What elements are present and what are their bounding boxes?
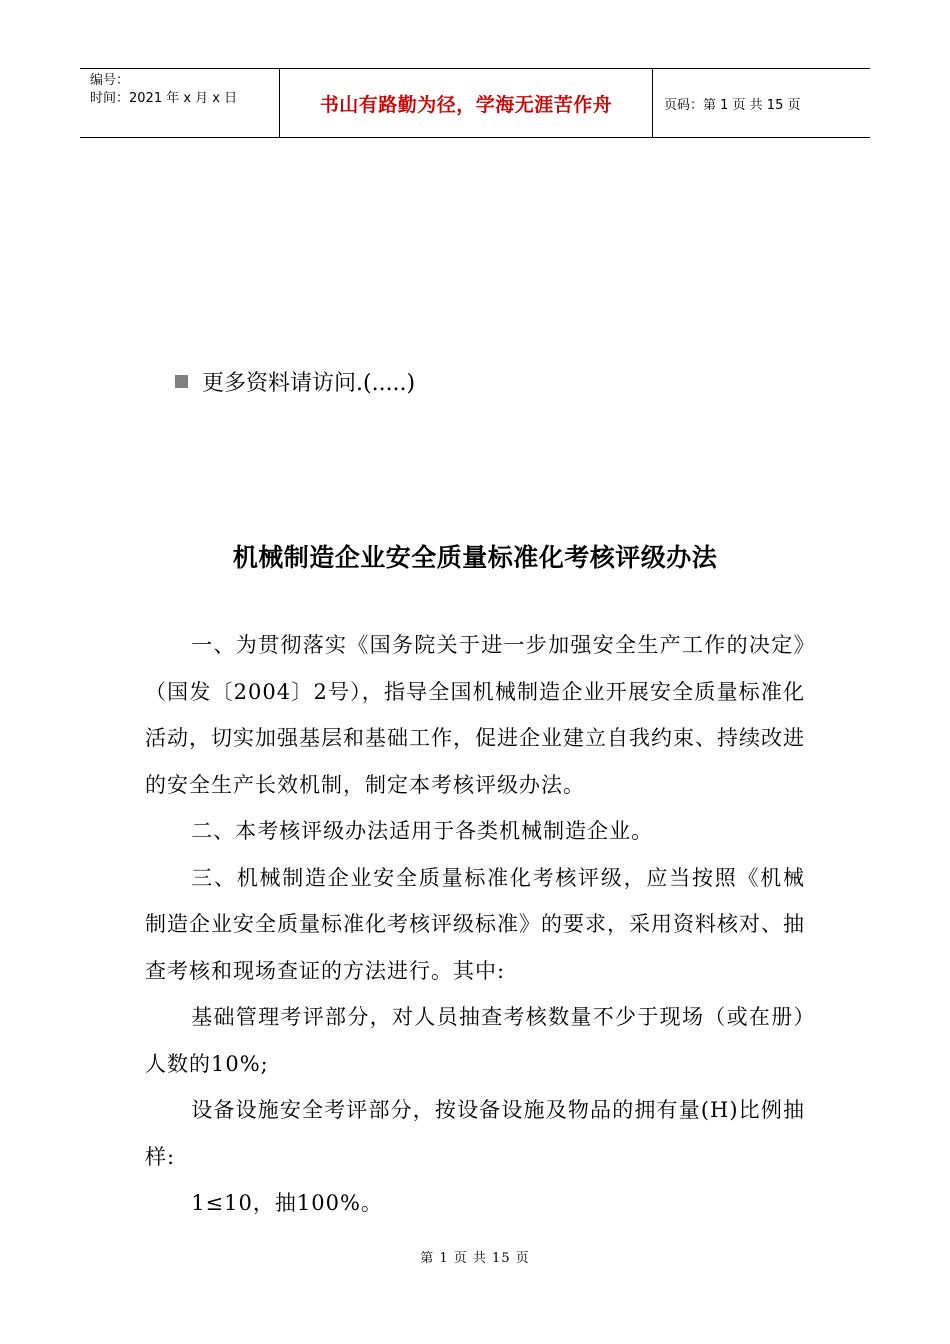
paragraph-4: 基础管理考评部分，对人员抽查考核数量不少于现场（或在册）人数的10%; (145, 1005, 805, 1076)
notice-text: 更多资料请访问.(.....) (202, 371, 416, 396)
page-footer: 第 1 页 共 15 页 (420, 1251, 530, 1266)
paragraph-3: 三、机械制造企业安全质量标准化考核评级，应当按照《机械制造企业安全质量标准化考核评级标准》的要求，采用资料核对、抽查考核和现场查证的方法进行。其中: (145, 865, 805, 983)
header-page-info: 页码：第 1 页 共 15 页 (664, 97, 801, 113)
document-date-label: 时间：2021 年 x 月 x 日 (90, 91, 238, 106)
header-motto-cell (280, 69, 653, 137)
document-title: 机械制造企业安全质量标准化考核评级办法 (232, 543, 718, 572)
header-page-cell (653, 69, 870, 137)
paragraph-5: 设备设施安全考评部分，按设备设施及物品的拥有量(H)比例抽样: (145, 1098, 805, 1169)
paragraph-2: 二、本考核评级办法适用于各类机械制造企业。 (191, 819, 654, 843)
document-header (80, 68, 870, 138)
square-bullet-icon (175, 375, 188, 388)
header-motto: 书山有路勤为径，学海无涯苦作舟 (319, 93, 613, 116)
document-body (145, 622, 805, 1227)
notice-line (175, 366, 415, 397)
paragraph-1: 一、为贯彻落实《国务院关于进一步加强安全生产工作的决定》（国发〔2004〕2号），指导全国机械制造企业开展安全质量标准化活动，切实加强基层和基础工作，促进企业建立自我约束、持续改进的安全生产长效机制，制定本考核评级办法。 (145, 633, 805, 797)
document-number-label: 编号： (90, 73, 130, 88)
paragraph-6: 1≤10，抽100%。 (191, 1191, 383, 1215)
header-meta-cell (80, 69, 280, 137)
